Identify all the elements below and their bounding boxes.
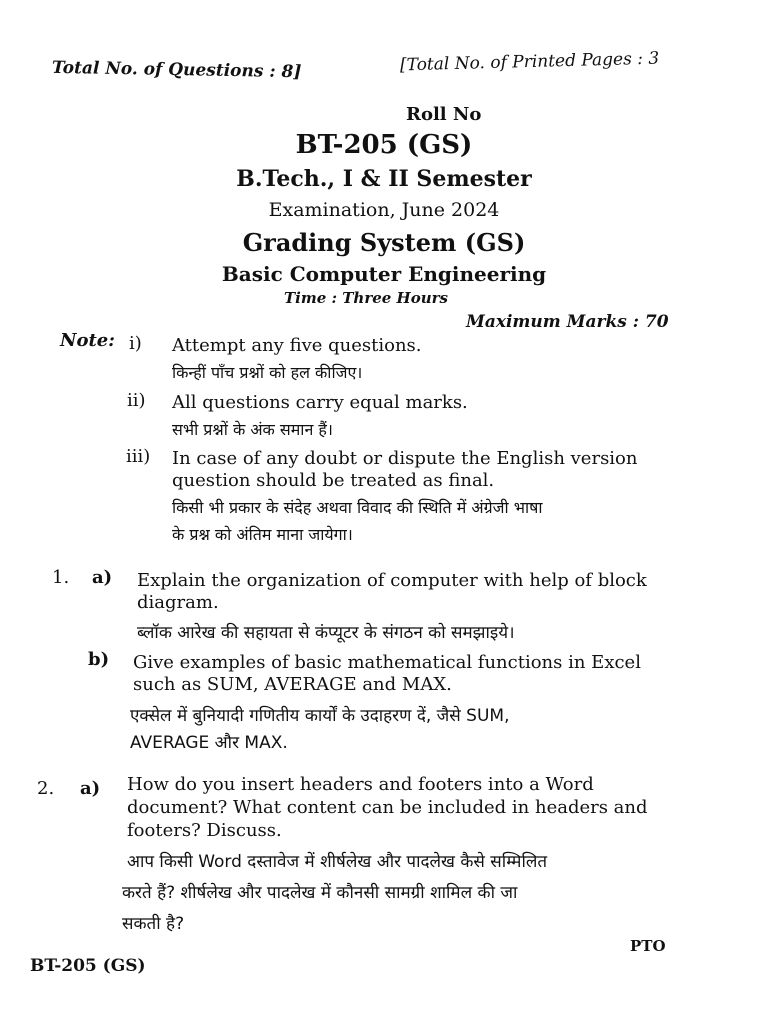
note-1-hindi: किन्हीं पाँच प्रश्नों को हल कीजिए।	[172, 363, 363, 382]
question-2a-hindi-line-3: सकती है?	[122, 914, 185, 934]
note-3-hindi-line-2: के प्रश्न को अंतिम माना जायेगा।	[172, 525, 353, 544]
question-1b-label: b)	[88, 649, 110, 670]
question-2a-hindi-line-2: करते हैं? शीर्षलेख और पादलेख में कौनसी सामग्री शामिल की जा	[122, 883, 518, 903]
time-allowed: Time : Three Hours	[284, 289, 448, 307]
question-2a-english-line-2: document? What content can be included in headers and	[127, 797, 648, 818]
question-2a-english-line-3: footers? Discuss.	[127, 820, 282, 841]
question-1a-label: a)	[92, 567, 113, 588]
note-label: Note:	[60, 330, 115, 351]
note-2-number: ii)	[127, 390, 146, 411]
question-1a-english-line-1: Explain the organization of computer with help of block	[137, 570, 647, 591]
question-1b-hindi-line-1: एक्सेल में बुनियादी गणितीय कार्यों के उदाहरण दें, जैसे SUM,	[130, 706, 510, 726]
grading-system: Grading System (GS)	[242, 228, 526, 257]
total-questions: Total No. of Questions : 8]	[51, 57, 302, 83]
note-3-english-line-1: In case of any doubt or dispute the English version	[172, 448, 638, 469]
footer-paper-code: BT-205 (GS)	[30, 956, 146, 976]
total-printed-pages: [Total No. of Printed Pages : 3	[399, 48, 660, 76]
subject-title: Basic Computer Engineering	[221, 262, 547, 286]
question-1-number: 1.	[52, 567, 70, 588]
question-1a-english-line-2: diagram.	[137, 592, 219, 613]
course-title: B.Tech., I & II Semester	[236, 166, 532, 192]
question-1b-english-line-2: such as SUM, AVERAGE and MAX.	[133, 674, 452, 695]
question-2a-hindi-line-1: आप किसी Word दस्तावेज में शीर्षलेख और पादलेख कैसे सम्मिलित	[127, 852, 548, 872]
note-3-hindi-line-1: किसी भी प्रकार के संदेह अथवा विवाद की स्थिति में अंग्रेजी भाषा	[172, 498, 543, 517]
please-turn-over: PTO	[630, 937, 666, 955]
question-2a-label: a)	[80, 778, 101, 799]
note-1-number: i)	[129, 333, 142, 354]
note-2-english: All questions carry equal marks.	[172, 392, 468, 413]
note-3-number: iii)	[126, 446, 151, 467]
maximum-marks: Maximum Marks : 70	[466, 312, 669, 332]
question-1a-hindi: ब्लॉक आरेख की सहायता से कंप्यूटर के संगठन को समझाइये।	[137, 623, 515, 643]
question-1b-hindi-line-2: AVERAGE और MAX.	[130, 733, 288, 753]
question-2a-english-line-1: How do you insert headers and footers into a Word	[127, 774, 594, 795]
roll-no-label: Roll No	[406, 104, 482, 125]
note-1-english: Attempt any five questions.	[172, 335, 422, 356]
exam-session: Examination, June 2024	[268, 199, 500, 221]
note-2-hindi: सभी प्रश्नों के अंक समान हैं।	[172, 420, 333, 439]
note-3-english-line-2: question should be treated as final.	[172, 470, 495, 491]
paper-code: BT-205 (GS)	[295, 130, 473, 160]
question-2-number: 2.	[37, 778, 55, 799]
question-1b-english-line-1: Give examples of basic mathematical functions in Excel	[133, 652, 641, 673]
